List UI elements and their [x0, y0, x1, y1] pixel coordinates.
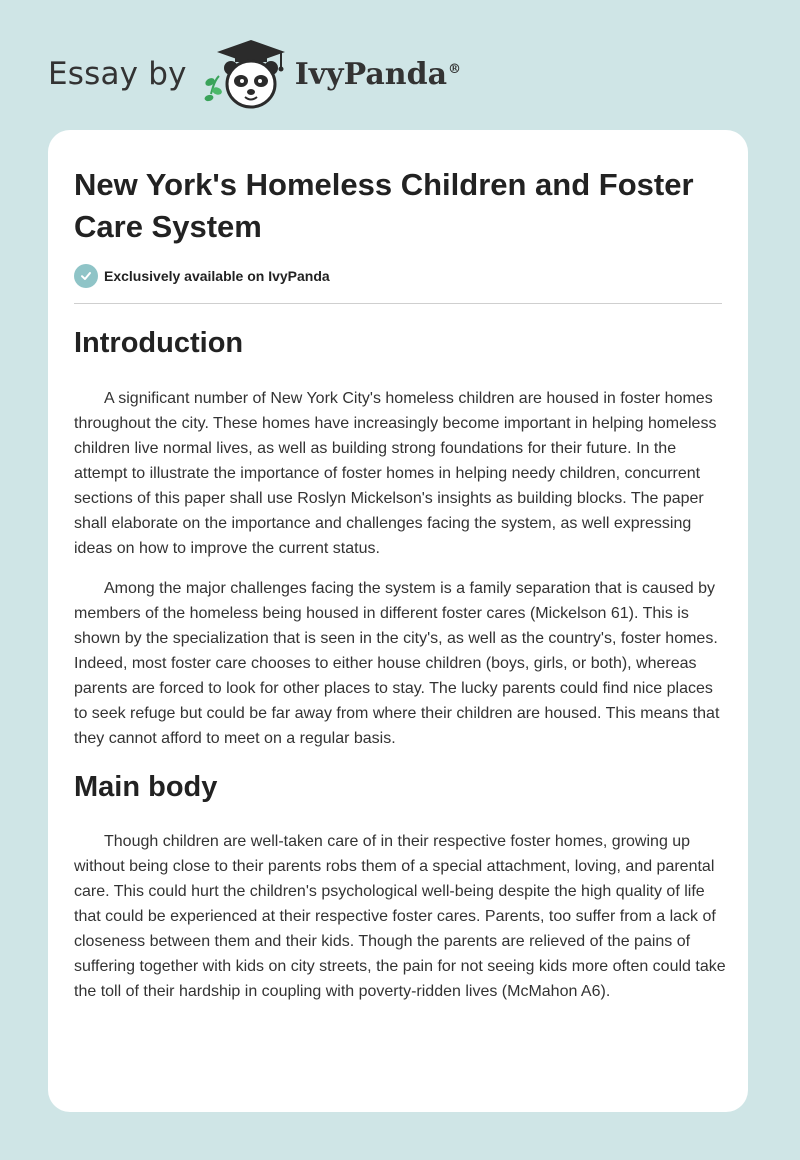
paragraph: Though children are well-taken care of in their respective foster homes, growing up without being close to their parents robs them of a special attachment, loving, and parental care. This could hurt the children's psychological well-being despite the high quality of life that could be experienced at their respective foster cares. Parents, too suffer from a lack of closeness between them and their kids. Though the parents are relieved of the pains of suffering together with kids on city streets, the pain for not seeing kids more often could take the toll of their hardship in coupling with poverty-ridden lives (McMahon A6).	[74, 833, 726, 1000]
section-heading-introduction: Introduction	[74, 327, 244, 359]
exclusive-text: Exclusively available on IvyPanda	[104, 268, 330, 284]
essay-by-label: Essay by	[48, 56, 187, 92]
paragraph: Among the major challenges facing the system is a family separation that is caused by members of the homeless being housed in different foster cares (Mickelson 61). This is shown by the specialization that is seen in the city's, as well as the country's, foster homes. Indeed, most foster care chooses to either house children (boys, girls, or both), whereas parents are forced to look for other places to stay. The lucky parents could find nice places to seek refuge but could be far away from where their children are housed. This means that they cannot afford to meet on a regular basis.	[74, 580, 720, 747]
check-icon	[74, 264, 98, 288]
registered-mark: ®	[448, 61, 462, 77]
site-header	[48, 34, 461, 114]
exclusive-badge	[74, 264, 330, 288]
paragraph: A significant number of New York City's homeless children are housed in foster homes throughout the city. These homes have increasingly become important in helping homeless children live normal lives, as well as building strong foundations for their future. In the attempt to illustrate the importance of foster homes in helping needy children, concurrent sections of this paper shall use Roslyn Mickelson's insights as building blocks. The paper shall elaborate on the importance and challenges facing the system, as well expressing ideas on how to improve the current status.	[74, 390, 717, 557]
divider	[74, 303, 722, 304]
brand-text: IvyPanda	[294, 56, 448, 92]
section-heading-main-body: Main body	[74, 771, 218, 803]
essay-card	[48, 130, 748, 1112]
brand-name[interactable]	[295, 57, 461, 92]
page-title: New York's Homeless Children and Foster Care System	[74, 167, 694, 244]
panda-logo-icon[interactable]	[201, 36, 289, 112]
